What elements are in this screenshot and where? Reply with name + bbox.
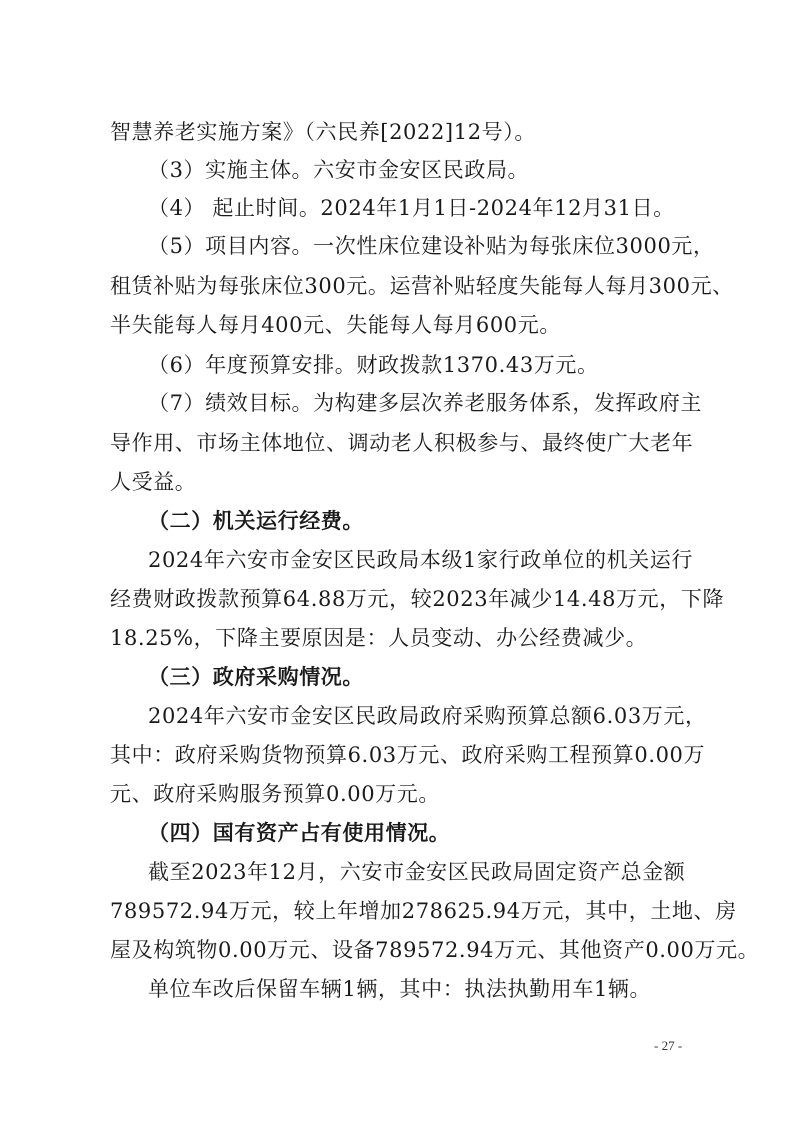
item-7-goals: （7）绩效目标。为构建多层次养老服务体系，发挥政府主	[148, 391, 702, 415]
section-2-para-line3: 18.25%，下降主要原因是：人员变动、办公经费减少。	[110, 626, 648, 650]
section-heading-3: （三）政府采购情况。	[148, 664, 364, 689]
item-7-goals-line2: 导作用、市场主体地位、调动老人积极参与、最终使广大老年	[110, 431, 694, 455]
item-3-implementer: （3）实施主体。六安市金安区民政局。	[148, 158, 530, 182]
item-4-period: （4） 起止时间。2024年1月1日-2024年12月31日。	[148, 196, 675, 220]
section-3-para-line3: 元、政府采购服务预算0.00万元。	[110, 782, 440, 806]
section-3-para-line1: 2024年六安市金安区民政局政府采购预算总额6.03万元，	[148, 704, 707, 728]
text-line-continuation: 智慧养老实施方案》（六民养[2022]12号）。	[110, 120, 536, 144]
section-4-para-line1: 截至2023年12月，六安市金安区民政局固定资产总金额	[148, 860, 686, 884]
vehicle-para: 单位车改后保留车辆1辆，其中：执法执勤用车1辆。	[148, 977, 652, 1001]
section-3-para-line2: 其中：政府采购货物预算6.03万元、政府采购工程预算0.00万	[110, 743, 706, 767]
item-5-content-line2: 租赁补贴为每张床位300元。运营补贴轻度失能每人每月300元、	[110, 274, 734, 298]
section-4-para-line3: 屋及构筑物0.00万元、设备789572.94万元、其他资产0.00万元。	[110, 938, 760, 962]
item-6-budget: （6）年度预算安排。财政拨款1370.43万元。	[148, 353, 599, 377]
section-2-para-line1: 2024年六安市金安区民政局本级1家行政单位的机关运行	[148, 548, 694, 572]
item-5-content-line3: 半失能每人每月400元、失能每人每月600元。	[110, 313, 561, 337]
section-heading-4: （四）国有资产占有使用情况。	[148, 820, 451, 845]
section-heading-2: （二）机关运行经费。	[148, 508, 364, 533]
item-5-content: （5）项目内容。一次性床位建设补贴为每张床位3000元，	[148, 234, 715, 258]
section-4-para-line2: 789572.94万元，较上年增加278625.94万元，其中，土地、房	[110, 899, 737, 923]
page-number: - 27 -	[654, 1038, 683, 1053]
item-7-goals-line3: 人受益。	[110, 470, 197, 494]
section-2-para-line2: 经费财政拨款预算64.88万元，较2023年减少14.48万元，下降	[110, 587, 725, 611]
